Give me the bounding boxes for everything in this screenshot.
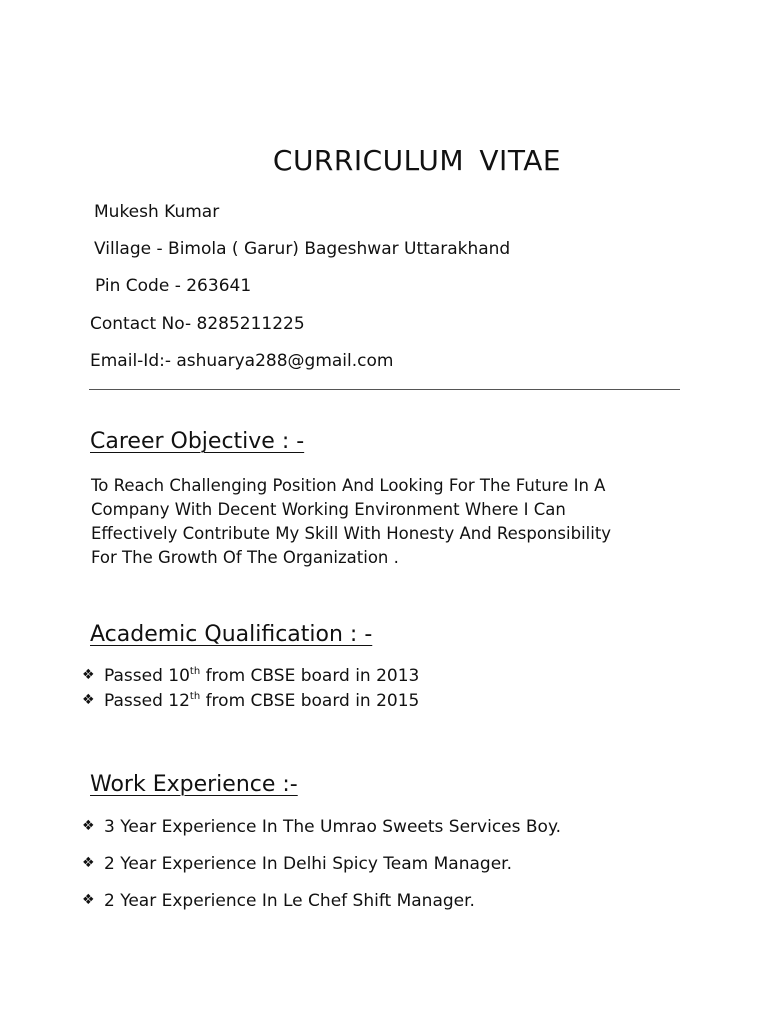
diamond-bullet-icon: ❖ <box>82 855 95 871</box>
academic-list-item <box>82 691 419 711</box>
academic-list-item <box>82 666 419 686</box>
work-item-text: 2 Year Experience In Le Chef Shift Manager. <box>104 891 475 911</box>
work-list-item <box>82 817 561 837</box>
career-objective-heading: Career Objective : - <box>90 429 305 454</box>
address-line: Village - Bimola ( Garur) Bageshwar Uttarakhand <box>94 239 511 259</box>
work-list-item <box>82 891 475 911</box>
career-objective-line: To Reach Challenging Position And Looking For The Future In A <box>91 476 606 495</box>
contact-number-line: Contact No- 8285211225 <box>90 314 305 334</box>
academic-item-text: Passed 12th from CBSE board in 2015 <box>104 691 420 711</box>
career-objective-line: Effectively Contribute My Skill With Honesty And Responsibility <box>91 524 612 543</box>
diamond-bullet-icon: ❖ <box>82 667 95 683</box>
work-list-item <box>82 854 512 874</box>
academic-qualification-heading: Academic Qualification : - <box>90 622 373 647</box>
work-item-text: 2 Year Experience In Delhi Spicy Team Manager. <box>104 854 512 874</box>
document-title: CURRICULUM VITAE <box>272 144 562 177</box>
work-item-text: 3 Year Experience In The Umrao Sweets Services Boy. <box>104 817 561 837</box>
diamond-bullet-icon: ❖ <box>82 692 95 708</box>
career-objective-line: Company With Decent Working Environment Where I Can <box>91 500 566 519</box>
email-line: Email-Id:- ashuarya288@gmail.com <box>90 351 394 371</box>
diamond-bullet-icon: ❖ <box>82 818 95 834</box>
career-objective-line: For The Growth Of The Organization . <box>91 548 399 567</box>
candidate-name: Mukesh Kumar <box>94 202 220 222</box>
academic-item-text: Passed 10th from CBSE board in 2013 <box>104 666 420 686</box>
pin-code-line: Pin Code - 263641 <box>95 276 252 296</box>
work-experience-heading: Work Experience :- <box>90 772 298 797</box>
section-divider <box>89 389 680 390</box>
career-objective-paragraph <box>91 474 691 570</box>
diamond-bullet-icon: ❖ <box>82 892 95 908</box>
